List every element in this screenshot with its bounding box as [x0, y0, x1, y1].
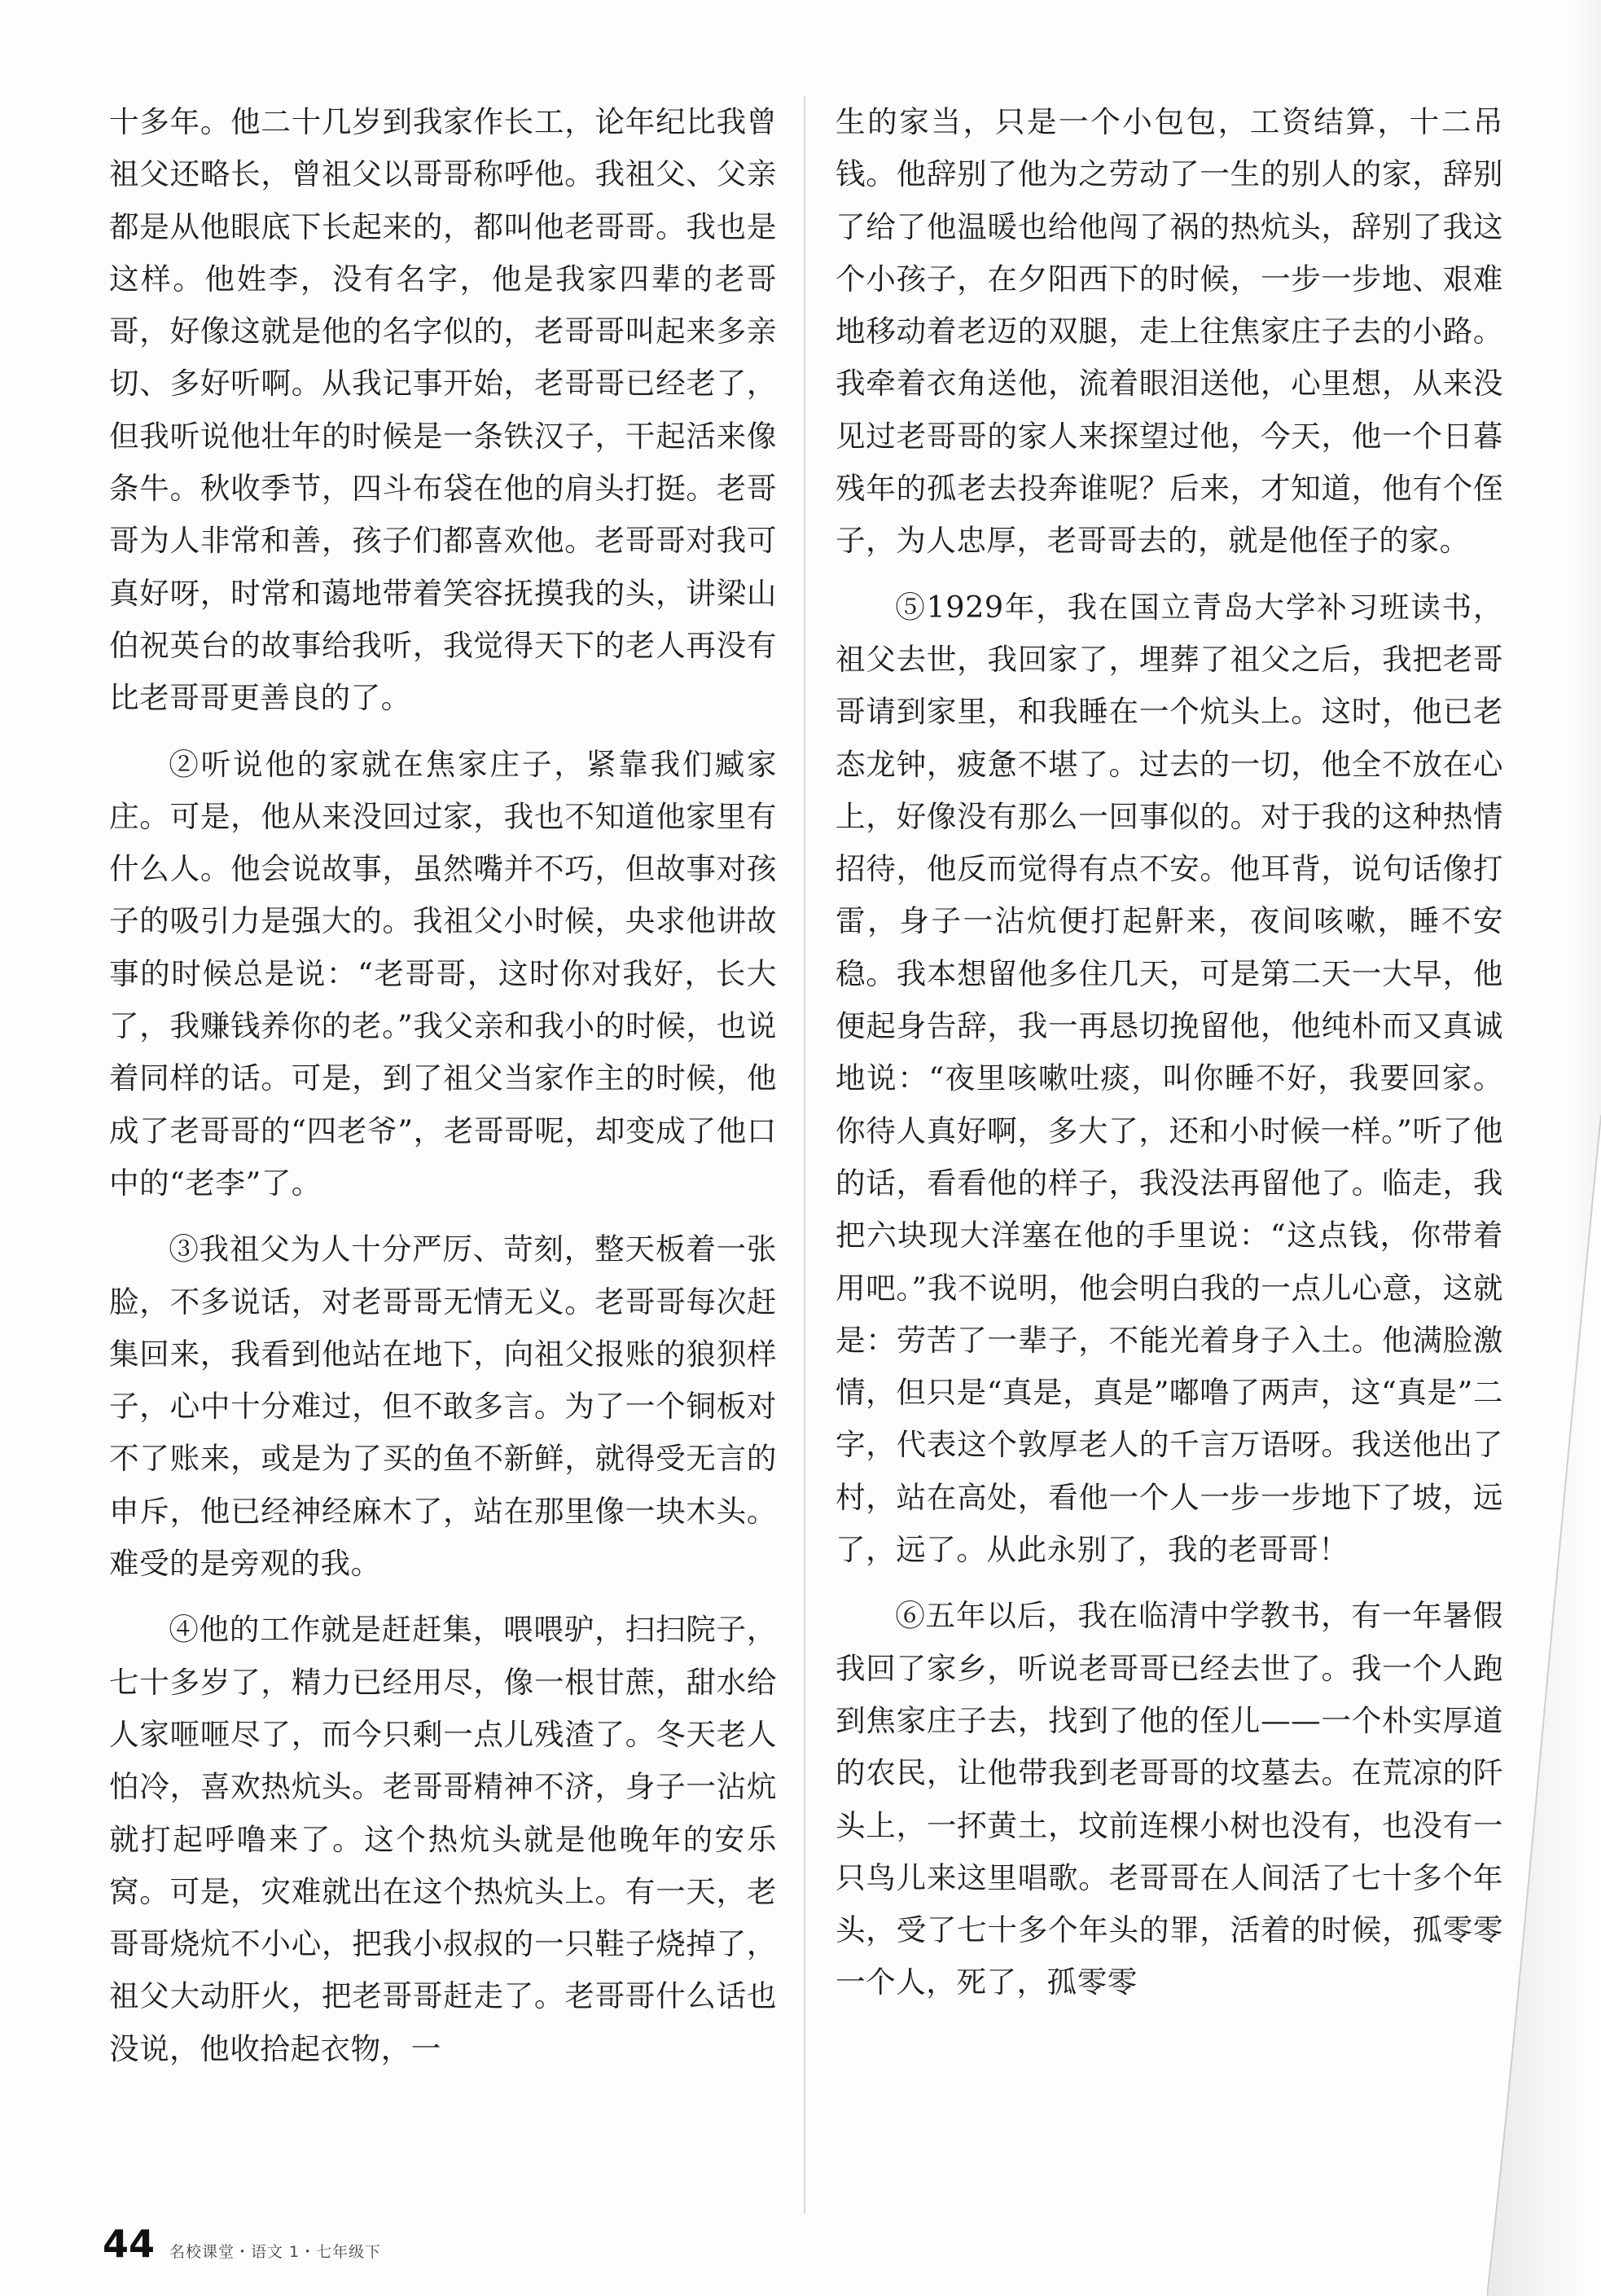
page-footer [103, 2222, 381, 2271]
page-curl-graphic [1487, 1115, 1601, 2296]
column-divider [804, 96, 805, 2214]
series-title: 名校课堂・语文 1・七年级下 [169, 2243, 382, 2261]
paragraph-6: ⑥五年以后，我在临清中学教书，有一年暑假我回了家乡，听说老哥哥已经去世了。我一个人跑到焦家庄子去，找到了他的侄儿——一个朴实厚道的农民，让他带我到老哥哥的坟墓去。在荒凉的阡头上，一抔黄土，坟前连棵小树也没有，也没有一只鸟儿来这里唱歌。老哥哥在人间活了七十多个年头，受了七十多个年头的罪，活着的时候，孤零零一个人，死了，孤零零 [836, 1598, 1503, 2000]
left-text-column [109, 96, 777, 2075]
right-text-column [836, 96, 1503, 2009]
paragraph-2: ②听说他的家就在焦家庄子，紧靠我们臧家庄。可是，他从来没回过家，我也不知道他家里有什么人。他会说故事，虽然嘴并不巧，但故事对孩子的吸引力是强大的。我祖父小时候，央求他讲故事的时候总是说：“老哥哥，这时你对我好，长大了，我赚钱养你的老。”我父亲和我小的时候，也说着同样的话。可是，到了祖父当家作主的时候，他成了老哥哥的“四老爷”，老哥哥呢，却变成了他口中的“老李”了。 [109, 746, 777, 1201]
paragraph-1-continued: 十多年。他二十几岁到我家作长工，论年纪比我曾祖父还略长，曾祖父以哥哥称呼他。我祖父、父亲都是从他眼底下长起来的，都叫他老哥哥。我也是这样。他姓李，没有名字，他是我家四辈的老哥哥，好像这就是他的名字似的，老哥哥叫起来多亲切、多好听啊。从我记事开始，老哥哥已经老了，但我听说他壮年的时候是一条铁汉子，干起活来像条牛。秋收季节，四斗布袋在他的肩头打挺。老哥哥为人非常和善，孩子们都喜欢他。老哥哥对我可真好呀，时常和蔼地带着笑容抚摸我的头，讲梁山伯祝英台的故事给我听，我觉得天下的老人再没有比老哥哥更善良的了。 [109, 104, 777, 716]
paragraph-5: ⑤1929年，我在国立青岛大学补习班读书，祖父去世，我回家了，埋葬了祖父之后，我把老哥哥请到家里，和我睡在一个炕头上。这时，他已老态龙钟，疲惫不堪了。过去的一切，他全不放在心上，好像没有那么一回事似的。对于我的这种热情招待，他反而觉得有点不安。他耳背，说句话像打雷，身子一沾炕便打起鼾来，夜间咳嗽，睡不安稳。我本想留他多住几天，可是第二天一大早，他便起身告辞，我一再恳切挽留他，他纯朴而又真诚地说：“夜里咳嗽吐痰，叫你睡不好，我要回家。你待人真好啊，多大了，还和小时候一样。”听了他的话，看看他的样子，我没法再留他了。临走，我把六块现大洋塞在他的手里说：“这点钱，你带着用吧。”我不说明，他会明白我的一点儿心意，这就是：劳苦了一辈子，不能光着身子入土。他满脸激情，但只是“真是，真是”嘟噜了两声，这“真是”二字，代表这个敦厚老人的千言万语呀。我送他出了村，站在高处，看他一个人一步一步地下了坡，远了，远了。从此永别了，我的老哥哥！ [836, 589, 1503, 1568]
paragraph-4-continued: 生的家当，只是一个小包包，工资结算，十二吊钱。他辞别了他为之劳动了一生的别人的家，辞别了给了他温暖也给他闯了祸的热炕头，辞别了我这个小孩子，在夕阳西下的时候，一步一步地、艰难地移动着老迈的双腿，走上往焦家庄子去的小路。我牵着衣角送他，流着眼泪送他，心里想，从来没见过老哥哥的家人来探望过他，今天，他一个日暮残年的孤老去投奔谁呢？后来，才知道，他有个侄子，为人忠厚，老哥哥去的，就是他侄子的家。 [836, 104, 1503, 559]
page-number: 44 [103, 2222, 156, 2266]
paragraph-4: ④他的工作就是赶赶集，喂喂驴，扫扫院子，七十多岁了，精力已经用尽，像一根甘蔗，甜水给人家咂咂尽了，而今只剩一点儿残渣了。冬天老人怕冷，喜欢热炕头。老哥哥精神不济，身子一沾炕就打起呼噜来了。这个热炕头就是他晚年的安乐窝。可是，灾难就出在这个热炕头上。有一天，老哥哥烧炕不小心，把我小叔叔的一只鞋子烧掉了，祖父大动肝火，把老哥哥赶走了。老哥哥什么话也没说，他收拾起衣物，一 [109, 1612, 777, 2066]
paragraph-3: ③我祖父为人十分严厉、苛刻，整天板着一张脸，不多说话，对老哥哥无情无义。老哥哥每次赶集回来，我看到他站在地下，向祖父报账的狼狈样子，心中十分难过，但不敢多言。为了一个铜板对不了账来，或是为了买的鱼不新鲜，就得受无言的申斥，他已经神经麻木了，站在那里像一块木头。难受的是旁观的我。 [109, 1231, 777, 1582]
